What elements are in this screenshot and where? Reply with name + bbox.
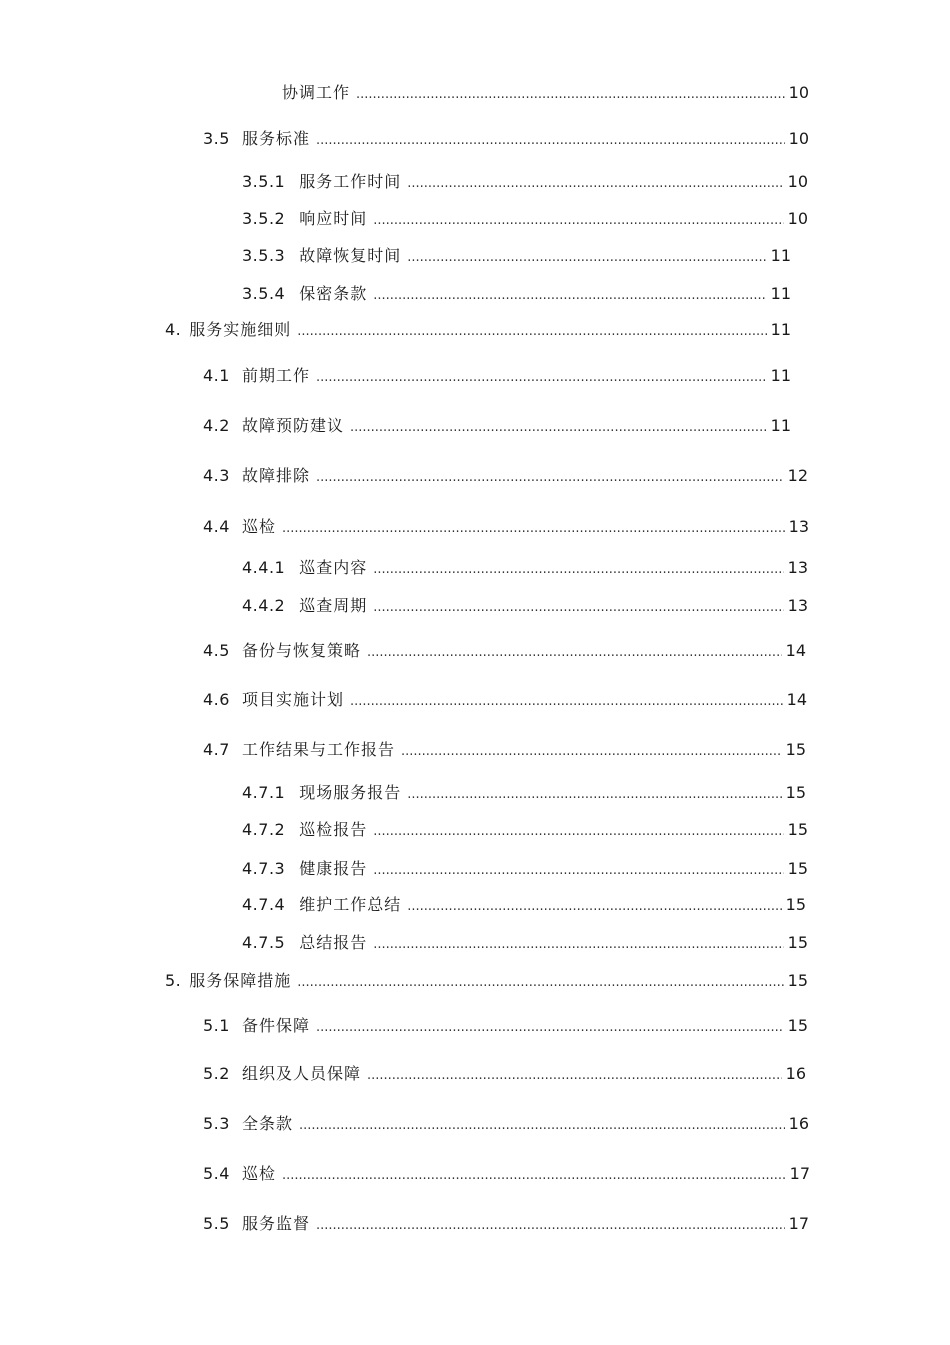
toc-entry-title: 保密条款 (299, 284, 368, 303)
toc-entry-page: 15 (785, 895, 806, 914)
toc-entry-title: 巡查周期 (299, 596, 368, 615)
toc-entry-title: 巡检 (241, 1164, 276, 1183)
toc-entry-number: 4.6 (203, 690, 230, 709)
dot-leader (407, 244, 766, 270)
toc-entry-page: 12 (787, 466, 808, 485)
toc-entry[interactable] (242, 594, 808, 618)
toc-entry-number: 4.4.2 (242, 596, 286, 615)
toc-entry[interactable] (203, 127, 809, 151)
toc-entry-title: 巡查内容 (299, 558, 368, 577)
toc-entry-number: 3.5.4 (242, 284, 286, 303)
toc-entry-page: 11 (770, 246, 791, 265)
dot-leader (282, 515, 785, 541)
toc-entry-page: 14 (785, 641, 806, 660)
toc-entry-page: 13 (787, 558, 808, 577)
toc-entry[interactable] (203, 1212, 809, 1236)
toc-entry-number: 4.7.2 (242, 820, 286, 839)
toc-entry-title: 维护工作总结 (299, 895, 402, 914)
toc-entry-title: 全条款 (241, 1114, 293, 1133)
toc-entry[interactable] (203, 738, 806, 762)
toc-entry[interactable] (242, 931, 808, 955)
toc-entry[interactable] (203, 464, 808, 488)
toc-entry[interactable] (203, 1162, 810, 1186)
toc-entry-number: 3.5.1 (242, 172, 286, 191)
toc-entry[interactable] (165, 969, 808, 993)
toc-entry-title: 备份与恢复策略 (241, 641, 361, 660)
toc-entry-number: 4.7.3 (242, 859, 286, 878)
dot-leader (316, 1212, 785, 1238)
toc-entry-number: 4.2 (203, 416, 230, 435)
toc-entry-title: 前期工作 (241, 366, 310, 385)
toc-entry-title: 项目实施计划 (241, 690, 344, 709)
toc-entry-title: 健康报告 (299, 859, 368, 878)
toc-entry-number: 4.7.5 (242, 933, 286, 952)
toc-entry-number: 3.5.2 (242, 209, 286, 228)
dot-leader (297, 969, 783, 995)
toc-entry[interactable] (242, 556, 808, 580)
dot-leader (373, 594, 783, 620)
toc-entry[interactable] (242, 818, 808, 842)
toc-entry-page: 11 (770, 320, 791, 339)
dot-leader (297, 318, 766, 344)
toc-entry[interactable] (165, 318, 791, 342)
toc-entry[interactable] (203, 1062, 806, 1086)
toc-entry[interactable] (242, 170, 808, 194)
toc-entry-page: 17 (788, 1214, 809, 1233)
toc-entry-number: 4.4 (203, 517, 230, 536)
dot-leader (373, 857, 783, 883)
dot-leader (350, 688, 783, 714)
toc-entry-page: 10 (788, 83, 809, 102)
toc-entry[interactable] (203, 1014, 808, 1038)
toc-entry-title: 服务保障措施 (189, 971, 292, 990)
dot-leader (407, 781, 781, 807)
toc-entry[interactable] (242, 781, 806, 805)
toc-entry-title: 服务监督 (241, 1214, 310, 1233)
dot-leader (373, 818, 783, 844)
toc-entry-page: 16 (788, 1114, 809, 1133)
toc-entry-page: 15 (787, 933, 808, 952)
toc-entry-number: 4. (165, 320, 182, 339)
toc-entry[interactable] (203, 414, 791, 438)
dot-leader (316, 364, 767, 390)
dot-leader (367, 1062, 782, 1088)
toc-entry-number: 4.7.4 (242, 895, 286, 914)
toc-entry-number: 5.2 (203, 1064, 230, 1083)
toc-entry[interactable] (242, 244, 791, 268)
toc-entry[interactable] (282, 81, 809, 105)
toc-entry-page: 11 (770, 366, 791, 385)
toc-entry-title: 巡检 (241, 517, 276, 536)
dot-leader (299, 1112, 785, 1138)
toc-entry-number: 4.4.1 (242, 558, 286, 577)
dot-leader (373, 556, 783, 582)
toc-entry-number: 4.7.1 (242, 783, 286, 802)
toc-entry[interactable] (203, 639, 806, 663)
toc-entry-number: 4.3 (203, 466, 230, 485)
toc-entry-page: 10 (787, 209, 808, 228)
dot-leader (407, 170, 783, 196)
dot-leader (373, 282, 766, 308)
toc-entry-title: 现场服务报告 (299, 783, 402, 802)
toc-entry-title: 工作结果与工作报告 (241, 740, 395, 759)
toc-entry-page: 10 (787, 172, 808, 191)
toc-entry[interactable] (203, 515, 809, 539)
toc-entry-number: 3.5 (203, 129, 230, 148)
dot-leader (407, 893, 781, 919)
toc-entry-title: 总结报告 (299, 933, 368, 952)
toc-entry-page: 16 (785, 1064, 806, 1083)
toc-entry[interactable] (203, 688, 807, 712)
toc-entry-title: 巡检报告 (299, 820, 368, 839)
dot-leader (316, 127, 785, 153)
toc-entry-page: 15 (785, 740, 806, 759)
toc-entry-title: 响应时间 (299, 209, 368, 228)
toc-entry-page: 15 (787, 859, 808, 878)
toc-entry-title: 服务工作时间 (299, 172, 402, 191)
toc-entry-number: 5.3 (203, 1114, 230, 1133)
toc-entry-title: 协调工作 (282, 83, 351, 102)
dot-leader (367, 639, 782, 665)
toc-entry-page: 10 (788, 129, 809, 148)
toc-entry-page: 13 (788, 517, 809, 536)
toc-entry[interactable] (203, 364, 791, 388)
toc-entry-page: 13 (787, 596, 808, 615)
toc-entry[interactable] (242, 207, 808, 231)
toc-entry-title: 服务标准 (241, 129, 310, 148)
toc-entry-title: 服务实施细则 (189, 320, 292, 339)
toc-entry-number: 5.5 (203, 1214, 230, 1233)
dot-leader (373, 931, 783, 957)
toc-entry-title: 备件保障 (241, 1016, 310, 1035)
toc-entry-page: 15 (787, 820, 808, 839)
toc-entry-page: 15 (787, 1016, 808, 1035)
toc-entry[interactable] (242, 893, 806, 917)
toc-entry[interactable] (242, 282, 791, 306)
dot-leader (282, 1162, 786, 1188)
toc-entry-title: 故障恢复时间 (299, 246, 402, 265)
toc-entry-number: 4.7 (203, 740, 230, 759)
toc-entry-number: 4.5 (203, 641, 230, 660)
toc-entry[interactable] (203, 1112, 809, 1136)
toc-entry-page: 15 (785, 783, 806, 802)
toc-entry-page: 17 (789, 1164, 810, 1183)
dot-leader (356, 81, 785, 107)
toc-entry-number: 4.1 (203, 366, 230, 385)
toc-entry-title: 故障排除 (241, 466, 310, 485)
toc-entry-number: 5. (165, 971, 182, 990)
dot-leader (316, 1014, 784, 1040)
toc-entry-page: 14 (786, 690, 807, 709)
toc-entry-number: 5.4 (203, 1164, 230, 1183)
toc-entry-title: 故障预防建议 (241, 416, 344, 435)
toc-entry[interactable] (242, 857, 808, 881)
toc-entry-title: 组织及人员保障 (241, 1064, 361, 1083)
dot-leader (373, 207, 783, 233)
toc-entry-number: 5.1 (203, 1016, 230, 1035)
toc-entry-page: 15 (787, 971, 808, 990)
dot-leader (401, 738, 782, 764)
toc-entry-page: 11 (770, 416, 791, 435)
dot-leader (316, 464, 784, 490)
dot-leader (350, 414, 767, 440)
toc-entry-number: 3.5.3 (242, 246, 286, 265)
toc-entry-page: 11 (770, 284, 791, 303)
